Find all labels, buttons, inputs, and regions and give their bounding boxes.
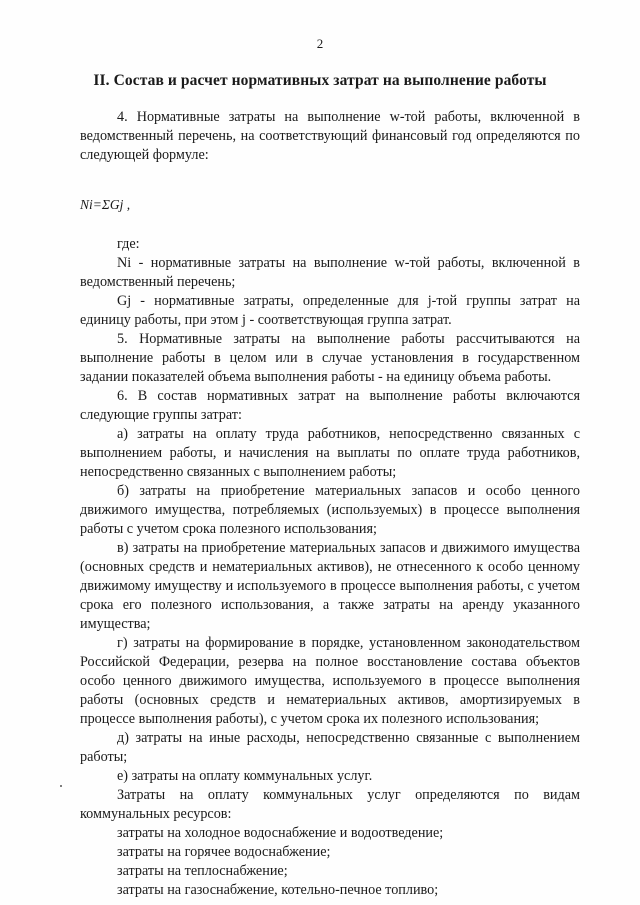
list-item-v: в) затраты на приобретение материальных запасов и движимого имущества (основных средств и нематериальных активов), не отнесенного к особо ценному движимому имуществу и используемого в процессе выполнения работы, с учетом срока его полезного использования, а также затраты на аренду указанного имущества; (80, 540, 580, 632)
list-item-a: а) затраты на оплату труда работников, непосредственно связанных с выполнением работы, и начисления на выплаты по оплате труда работников, непосредственно связанных с выполнением работы; (80, 426, 580, 480)
list-item-b: б) затраты на приобретение материальных запасов и особо ценного движимого имущества, потребляемых (используемых) в процессе выполнения работы с учетом срока полезного использования; (80, 483, 580, 537)
paragraph-5: 5. Нормативные затраты на выполнение работы рассчитываются на выполнение работы в целом или в случае установления в государственном задании показателей объема выполнения работы - на единицу объема работы. (80, 331, 580, 385)
utilities-intro: Затраты на оплату коммунальных услуг определяются по видам коммунальных ресурсов: (80, 787, 580, 822)
list-item-g: г) затраты на формирование в порядке, установленном законодательством Российской Федерации, резерва на полное восстановление состава объектов особо ценного движимого имущества, используемого в процессе выполнения работы (основных средств и нематериальных активов, амортизируемых в процессе выполнения работы), с учетом срока их полезного использования; (80, 635, 580, 727)
paragraph-4: 4. Нормативные затраты на выполнение w-той работы, включенной в ведомственный перечень, на соответствующий финансовый год определяются по следующей формуле: (80, 109, 580, 163)
utility-item: затраты на теплоснабжение; (117, 863, 288, 879)
paragraph-6: 6. В состав нормативных затрат на выполнение работы включаются следующие группы затрат: (80, 388, 580, 423)
definition-gj: Gj - нормативные затраты, определенные для j-той группы затрат на единицу работы, при этом j - соответствующая группа затрат. (80, 293, 580, 328)
where-label: где: (117, 236, 140, 252)
scan-speck (60, 785, 62, 787)
definition-ni: Ni - нормативные затраты на выполнение w-той работы, включенной в ведомственный перечень; (80, 255, 580, 290)
page-number: 2 (316, 36, 324, 51)
document-body (80, 108, 580, 900)
list-item-e: е) затраты на оплату коммунальных услуг. (117, 768, 373, 784)
utility-item: затраты на холодное водоснабжение и водоотведение; (117, 825, 444, 841)
section-title: II. Состав и расчет нормативных затрат на выполнение работы (93, 72, 547, 89)
utility-item: затраты на горячее водоснабжение; (117, 844, 331, 860)
utility-item: затраты на газоснабжение, котельно-печное топливо; (117, 882, 439, 898)
list-item-d: д) затраты на иные расходы, непосредственно связанные с выполнением работы; (80, 730, 580, 765)
formula: Ni=ΣGj , (80, 197, 131, 212)
